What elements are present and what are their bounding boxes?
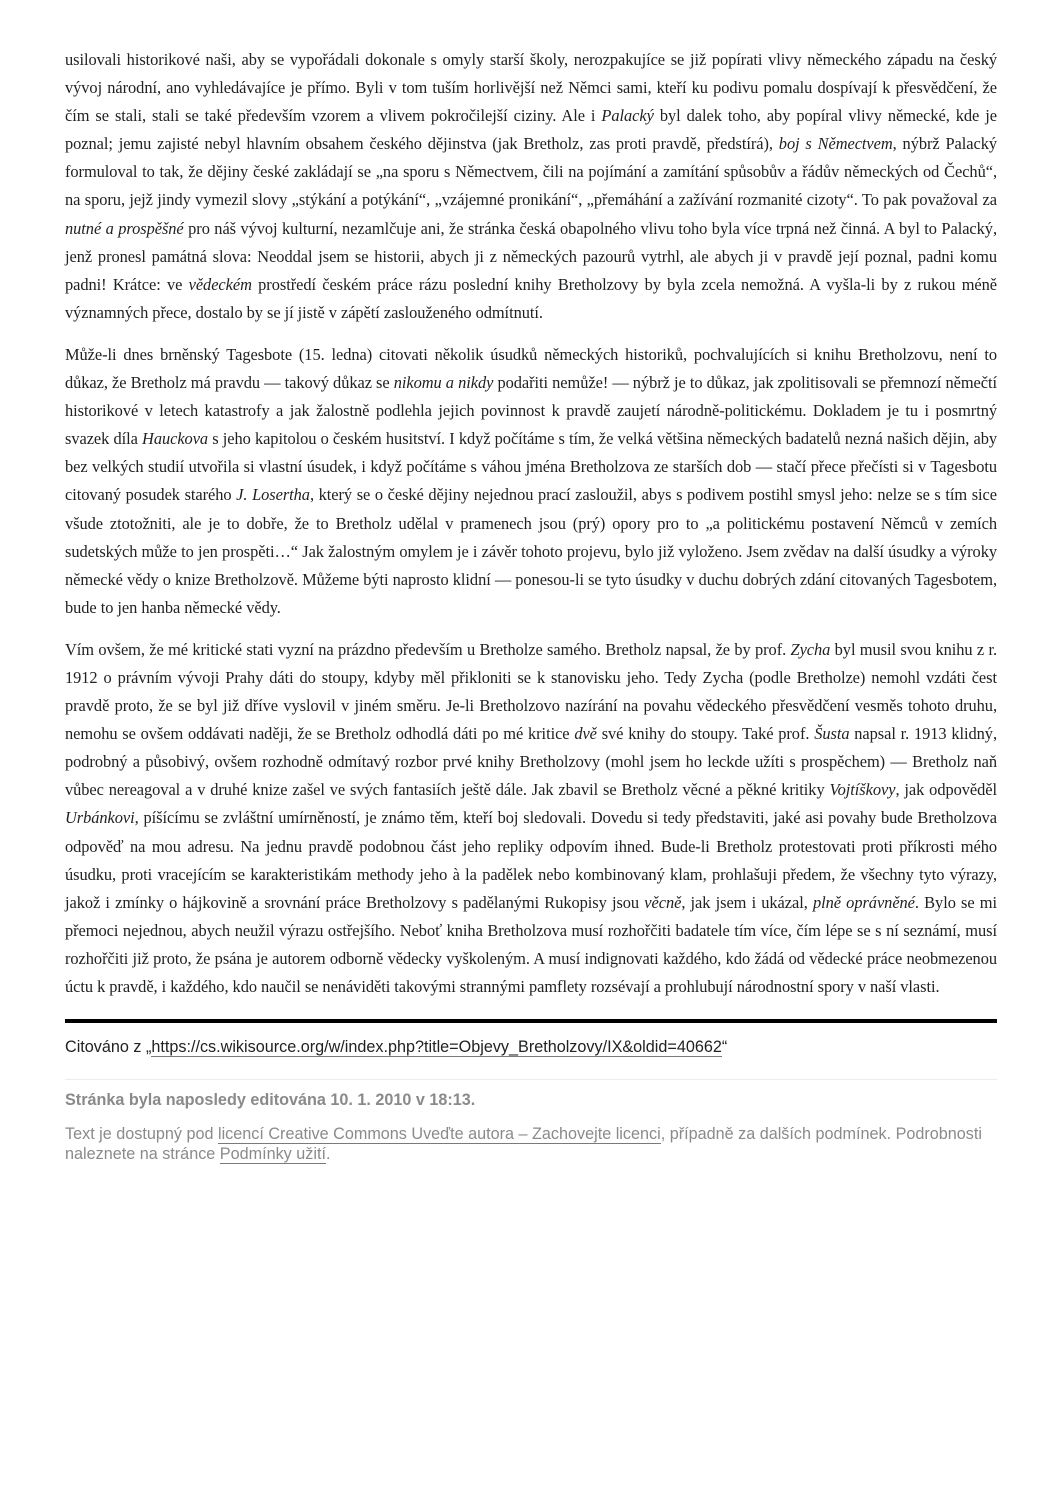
emphasis-text: J. Losertha (236, 485, 310, 505)
paragraph-1 (65, 46, 997, 327)
citation (65, 1035, 997, 1059)
text-run: , jak odpověděl (895, 780, 998, 800)
text-run: , nýbrž Palacký formuloval to tak, že dějiny české zakládají se „na sporu s Němectvem, čili na pojímání a zamítání spůsobův a řádův německých od Čechů“, na sporu, jejž jindy vymezil slovy „stýkání a potýkání“, „vzájemné pronikání“, „přemáhání a zažívání rozmanité cizoty“. To pak považoval za (65, 134, 997, 210)
emphasis-text: vědeckém (188, 274, 252, 294)
text-run: byl musil svou knihu z r. 1912 o právním vývoji Prahy dáti do stoupy, kdyby měl přikloniti se k stanovisku jeho. Tedy Zycha (podle Bretholze) nemohl vzdáti čest pravdě proto, že se byl již dříve vyslovil v jiném směru. Je-li Bretholzovo nazírání na povahu vědeckého přesvědčení vesměs tohoto druhu, nemohu se ovšem oddávati naději, že se Bretholz odhodlá dáti po mé kritice (65, 639, 997, 744)
citation-suffix: “ (721, 1038, 728, 1057)
license-notice (65, 1124, 997, 1164)
text-run: pro náš vývoj kulturní, nezamlčuje ani, že stránka česká obapolného vlivu toho byla více trpná než činná. A byl to Palacký, jenž pronesl památná slova: Neoddal jsem se historii, abych ji z německých pazourů vytrhl, ale abych ji v pravdě její poznal, padni komu padni! Krátce: ve (65, 218, 997, 294)
paragraph-2 (65, 341, 997, 622)
footer-divider (65, 1079, 997, 1080)
emphasis-text: Vojtíškovy (829, 780, 896, 800)
emphasis-text: Hauckova (142, 429, 209, 449)
text-run: , píšícímu se zvláštní umírněností, je známo těm, kteří boj sledovali. Dovedu si tedy představiti, jaké asi povahy bude Bretholzova odpověď na mou adresu. Na jednu pravdě podobnou část jeho repliky odpovím ihned. Bude-li Bretholz protestovati proti příkrosti mého úsudku, proti vracejícím se karakteristikám methody jeho à la padělek nebo kombinovaný klam, prohlašuji předem, že všechny tyto výrazy, jakož i zmínky o hájkovině a srovnání práce Bretholzovy s padělanými Rukopisy jsou (65, 808, 997, 912)
text-run: , který se o české dějiny nejednou prací zasloužil, abys s podivem postihl smysl jeho: nelze se s tím sice všude ztotožniti, ale je to dobře, že to Bretholz udělal v pramenech jsou (prý) opory pro to „a politickému postavení Němců v zemích sudetských může to jen prospěti…“ Jak žalostným omylem je i závěr tohoto projevu, bylo již vyloženo. Jsem zvědav na další úsudky a výroky německé vědy o knize Bretholzově. Můžeme býti naprosto klidní — ponesou-li se tyto úsudky v duchu dobrých zdání citovaných Tagesbotem, bude to jen hanba německé vědy. (65, 485, 997, 617)
emphasis-text: nutné a prospěšné (65, 218, 184, 238)
text-run: Může-li dnes brněnský Tagesbote (15. ledna) citovati několik úsudků německých historiků, pochvalujících si knihu Bretholzovu, není to důkaz, že Bretholz má pravdu — takový důkaz se (65, 344, 997, 393)
citation-prefix: Citováno z „ (65, 1038, 152, 1057)
text-run: . Bylo se mi přemoci nejednou, abych neužil výrazu ostřejšího. Neboť kniha Bretholzova musí rozhořčiti badatele tím více, čím lépe se s ní seznámí, musí rozhořčiti již proto, že psána je autorem odborně vědecky vyškoleným. A musí indignovati každého, kdo žádá od vědecké práce neobmezenou úctu k pravdě, i každého, kdo naučil se nenáviděti takovými strannými pamflety rozsévají a prohlubují národnostní spory v naší vlasti. (65, 892, 997, 996)
emphasis-text: Zycha (790, 639, 831, 659)
text-run: své knihy do stoupy. Také prof. (596, 724, 815, 744)
text-run: prostředí českém práce rázu poslední knihy Bretholzovy by byla zcela nemožná. A vyšla-li by z rukou méně významných přece, dostalo by se jí jistě v zápětí zaslouženého odmítnutí. (65, 274, 997, 322)
license-link[interactable]: licencí Creative Commons Uveďte autora – Zachovejte licenci (217, 1125, 661, 1144)
emphasis-text: Urbánkovi (65, 808, 135, 828)
emphasis-text: boj s Němectvem (778, 134, 893, 154)
text-run: usilovali historikové naši, aby se vypořádali dokonale s omyly starší školy, nerozpakujíce se již popírati vlivy německého západu na český vývoj národní, ano vyhledávajíce je přímo. Byli v tom tuším horlivější než Němci sami, kteří ku podivu pomalu dospívají k přesvědčení, že čím se stali, stali se také především vzorem a vlivem pokročilejší ciziny. Ale i (65, 50, 997, 126)
emphasis-text: dvě (574, 724, 597, 744)
license-mid: , případně za dalších podmínek. Podrobnosti naleznete na stránce (65, 1125, 982, 1164)
page (65, 50, 997, 1164)
paragraph-3 (65, 636, 997, 1001)
citation-link[interactable]: https://cs.wikisource.org/w/index.php?title=Objevy_Bretholzovy/IX&oldid=40662 (151, 1038, 722, 1057)
emphasis-text: nikomu a nikdy (393, 373, 494, 393)
emphasis-text: Šusta (814, 724, 850, 744)
emphasis-text: věcně (644, 892, 682, 912)
emphasis-text: Palacký (601, 106, 654, 126)
text-run: , jak jsem i ukázal, (681, 892, 813, 912)
last-modified: Stránka byla naposledy editována 10. 1. 2010 v 18:13. (65, 1091, 476, 1110)
text-run: Vím ovšem, že mé kritické stati vyzní na prázdno především u Bretholze samého. Bretholz napsal, že by prof. (65, 639, 791, 659)
text-run: s jeho kapitolou o českém husitství. I když počítáme s tím, že velká většina německých badatelů nezná našich dějin, aby bez velkých studií utvořila si vlastní úsudek, i když počítáme s váhou jména Bretholzova ze starších dob — stačí přece přečísti si v Tagesbotu citovaný posudek starého (65, 429, 997, 505)
emphasis-text: plně oprávněné (812, 892, 915, 912)
text-run: byl dalek toho, aby popíral vlivy německé, kde je poznal; jemu zajisté nebyl hlavním obsahem českého dějinstva (jak Bretholz, zas proti pravdě, předstírá), (65, 106, 997, 154)
text-run: napsal r. 1913 klidný, podrobný a působivý, ovšem rozhodně odmítavý rozbor prvé knihy Bretholzovy (mohl jsem ho leckde užíti s prospěchem) — Bretholz naň vůbec nereagoval a v druhé knize zašel ve svých fantasiích ještě dále. Jak zbavil se Bretholz věcné a pěkné kritiky (65, 724, 997, 800)
section-divider (65, 1019, 997, 1023)
terms-link[interactable]: Podmínky užití (219, 1145, 326, 1164)
article-body (65, 46, 997, 1001)
license-suffix: . (325, 1145, 331, 1164)
text-run: podařiti nemůže! — nýbrž je to důkaz, jak zpolitisovali se přemnozí němečtí historikové v letech katastrofy a jak žalostně podlehla jejich povinnost k pravdě zaujetí národně-politickému. Dokladem je tu i posmrtný svazek díla (65, 373, 997, 449)
license-prefix: Text je dostupný pod (65, 1125, 218, 1144)
